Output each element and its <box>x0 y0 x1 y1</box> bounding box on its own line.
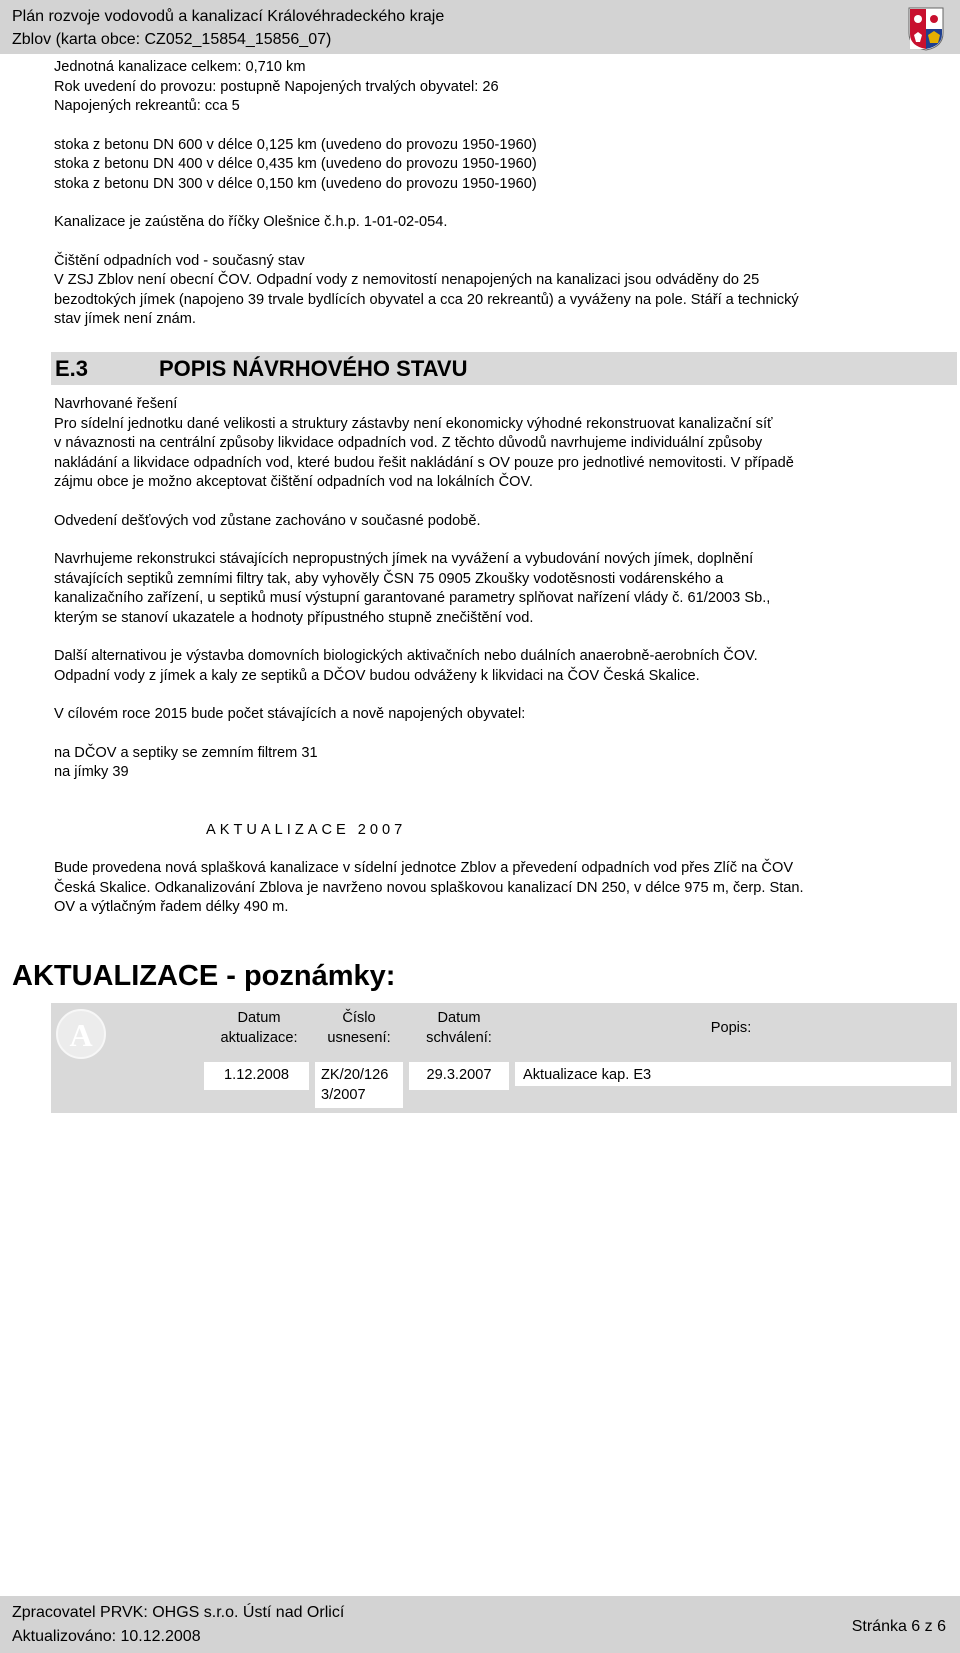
main-text <box>54 58 954 330</box>
footer-processor: Zpracovatel PRVK: OHGS s.r.o. Ústí nad Orlicí <box>12 1604 345 1621</box>
text-line: kterým se stanoví ukazatele a hodnoty přípustného stupně znečištění vod. <box>54 609 534 626</box>
text-line: na DČOV a septiky se zemním filtrem 31 <box>54 744 318 761</box>
footer-updated: Aktualizováno: 10.12.2008 <box>12 1628 201 1645</box>
text-line: Bude provedena nová splašková kanalizace v sídelní jednotce Zblov a převedení odpadních vod přes Zlíč na ČOV <box>54 860 794 876</box>
text-line: v návaznosti na centrální způsoby likvidace odpadních vod. Z těchto důvodů navrhujeme individuální způsoby <box>54 435 763 451</box>
text-line: stoka z betonu DN 300 v délce 0,150 km (uvedeno do provozu 1950-1960) <box>54 175 537 192</box>
cell-popis: Aktualizace kap. E3 <box>515 1062 951 1086</box>
updates-heading: AKTUALIZACE - poznámky: <box>12 960 396 992</box>
text-line: zájmu obce je možno akceptovat čištění odpadních vod na lokálních ČOV. <box>54 474 533 490</box>
text-line: Rok uvedení do provozu: postupně Napojených trvalých obyvatel: 26 <box>54 78 499 95</box>
cell-cislo-usneseni <box>315 1062 403 1108</box>
cell-line: ZK/20/126 <box>321 1067 389 1083</box>
text-line: V ZSJ Zblov není obecní ČOV. Odpadní vody z nemovitostí nenapojených na kanalizaci jsou odváděny do 25 <box>54 272 760 288</box>
text-line: OV a výtlačným řadem délky 490 m. <box>54 899 289 915</box>
updates-table <box>51 1003 957 1113</box>
text-line: nakládání a likvidace odpadních vod, které budou řešit nakládání s OV pouze pro jednotlivé nemovitosti. V případě <box>54 454 794 471</box>
page-number: Stránka 6 z 6 <box>851 1618 946 1635</box>
text-line: stávajících septiků zemními filtry tak, aby vyhověly ČSN 75 0905 Zkoušky vodotěsnosti vodárenského a <box>54 570 724 587</box>
update-label: AKTUALIZACE 2007 <box>206 821 407 838</box>
section-title: POPIS NÁVRHOVÉHO STAVU <box>159 356 468 381</box>
text-line: Odpadní vody z jímek a kaly ze septiků a DČOV budou odváženy k likvidaci na ČOV Česká Skalice. <box>54 667 700 684</box>
document-title: Plán rozvoje vodovodů a kanalizací Královéhradeckého kraje <box>12 8 445 25</box>
cell-line: 3/2007 <box>321 1086 366 1103</box>
coat-of-arms-icon <box>908 7 944 51</box>
cell-datum-schvaleni: 29.3.2007 <box>409 1062 509 1090</box>
header-line: aktualizace: <box>220 1029 298 1046</box>
text-line: stoka z betonu DN 400 v délce 0,435 km (uvedeno do provozu 1950-1960) <box>54 156 537 172</box>
cell-datum-aktualizace: 1.12.2008 <box>204 1062 309 1090</box>
header-cislo-usneseni <box>315 1009 403 1048</box>
document-subtitle: Zblov (karta obce: CZ052_15854_15856_07) <box>12 31 332 48</box>
proposal-text <box>54 395 954 918</box>
header-popis: Popis: <box>710 1020 752 1036</box>
text-line: Kanalizace je zaústěna do říčky Olešnice č.h.p. 1-01-02-054. <box>54 214 448 230</box>
page-footer <box>0 1596 960 1653</box>
a-logo-letter: A <box>69 1017 93 1053</box>
text-line: V cílovém roce 2015 bude počet stávajících a nově napojených obyvatel: <box>54 706 526 722</box>
section-number: E.3 <box>55 356 89 381</box>
a-logo-icon <box>56 1009 106 1059</box>
section-heading <box>51 352 957 385</box>
header-datum-aktualizace <box>209 1009 309 1048</box>
text-line: Další alternativou je výstavba domovních biologických aktivačních nebo duálních anaerobně-aerobních ČOV. <box>54 648 758 664</box>
text-line: kanalizačního zařízení, u septiků musí výstupní garantované parametry splňovat nařízení vlády č. 61/2003 Sb., <box>54 590 771 606</box>
header-line: usnesení: <box>327 1029 391 1046</box>
header-line: Datum <box>237 1010 281 1026</box>
header-line: Číslo <box>342 1010 376 1026</box>
page-header <box>0 0 960 54</box>
header-line: schválení: <box>426 1029 492 1046</box>
header-line: Datum <box>437 1010 481 1026</box>
text-line: na jímky 39 <box>54 764 129 780</box>
text-line: stoka z betonu DN 600 v délce 0,125 km (uvedeno do provozu 1950-1960) <box>54 136 537 153</box>
header-datum-schvaleni <box>409 1009 509 1048</box>
text-line: Česká Skalice. Odkanalizování Zblova je navrženo novou splaškovou kanalizací DN 250, v délce 975 m, čerp. Stan. <box>54 879 804 896</box>
text-line: Navrhujeme rekonstrukci stávajících nepropustných jímek na vyvážení a vybudování nových jímek, doplnění <box>54 551 754 567</box>
text-line: Odvedení dešťových vod zůstane zachováno v současné podobě. <box>54 512 481 529</box>
text-line: stav jímek není znám. <box>54 311 196 327</box>
text-line: Napojených rekreantů: cca 5 <box>54 98 240 114</box>
text-line: Jednotná kanalizace celkem: 0,710 km <box>54 59 306 75</box>
text-line: Navrhované řešení <box>54 396 178 412</box>
text-line: Čištění odpadních vod - současný stav <box>54 252 305 269</box>
text-line: bezodtokých jímek (napojeno 39 trvale bydlících obyvatel a cca 20 rekreantů) a vyváženy na pole. Stáří a technický <box>54 291 799 308</box>
text-line: Pro sídelní jednotku dané velikosti a struktury zástavby není ekonomicky výhodné rekonstruovat kanalizační síť <box>54 415 773 432</box>
